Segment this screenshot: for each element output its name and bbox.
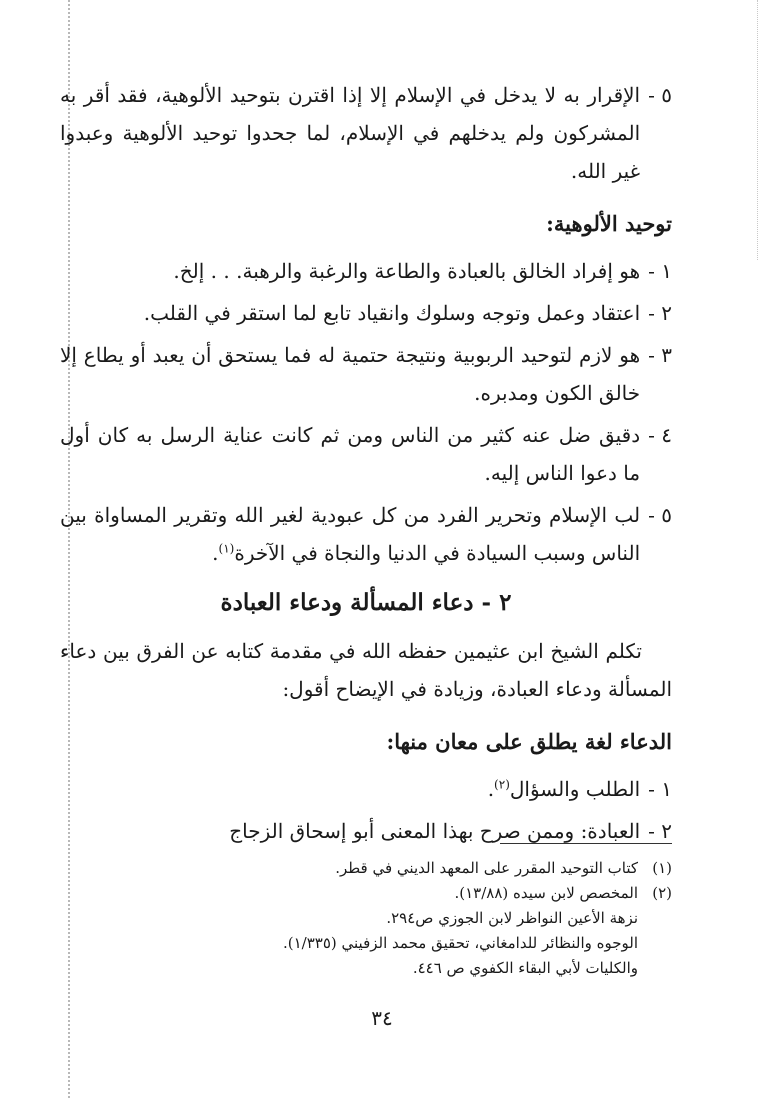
item-number: ١ - <box>648 259 672 283</box>
item-text-tail: . <box>487 777 495 801</box>
footnote-text: والكليات لأبي البقاء الكفوي ص ٤٤٦. <box>412 959 638 977</box>
page-number: ٣٤ <box>371 1006 393 1030</box>
footnote-line <box>200 906 672 931</box>
chapter-heading: ٢ - دعاء المسألة ودعاء العبادة <box>220 589 512 616</box>
footnote-text: المخصص لابن سيده (١٣/٨٨). <box>454 884 638 902</box>
footnote-number: (٢) <box>652 884 672 902</box>
list-item <box>60 294 672 332</box>
item-number: ٤ - <box>648 423 672 447</box>
item-text: دقيق ضل عنه كثير من الناس ومن ثم كانت عناية الرسل به كان أول ما دعوا الناس إليه. <box>60 423 641 485</box>
list-item <box>60 770 672 808</box>
item-text-tail: . <box>212 541 219 565</box>
item-number: ٢ - <box>648 301 672 325</box>
footnote-number: (١) <box>652 859 672 877</box>
item-text: الإقرار به لا يدخل في الإسلام إلا إذا اقترن بتوحيد الألوهية، فقد أقر به المشركون ولم يدخلهم في الإسلام، لما جحدوا توحيد الألوهية وعبدوا غير الله. <box>60 83 641 183</box>
list-item <box>60 496 672 572</box>
item-number: ١ - <box>648 777 672 801</box>
item-number: ٥ - <box>648 503 672 527</box>
list-item <box>60 416 672 492</box>
item-text <box>60 770 640 808</box>
list-item <box>60 252 672 290</box>
item-number: ٢ - <box>648 819 672 843</box>
item-number: ٣ - <box>648 343 672 367</box>
item-text: هو إفراد الخالق بالعبادة والطاعة والرغبة والرهبة. . . إلخ. <box>173 259 641 283</box>
footnote-separator <box>500 843 672 844</box>
item-text-body: لب الإسلام وتحرير الفرد من كل عبودية لغير الله وتقرير المساواة بين الناس وسبب السيادة في الدنيا والنجاة في الآخرة <box>60 503 641 565</box>
footnote-line <box>200 956 672 981</box>
main-text <box>60 76 672 854</box>
footnote-ref[interactable]: (٢) <box>494 777 510 792</box>
item-text: اعتقاد وعمل وتوجه وسلوك وانقياد تابع لما استقر في القلب. <box>143 301 641 325</box>
item-text-body: الطلب والسؤال <box>509 777 641 801</box>
item-text: العبادة: وممن صرح بهذا المعنى أبو إسحاق الزجاج <box>229 819 641 843</box>
list-item <box>60 336 672 412</box>
footnote-ref[interactable]: (١) <box>218 541 235 556</box>
body-paragraph: تكلم الشيخ ابن عثيمين حفظه الله في مقدمة كتابه عن الفرق بين دعاء المسألة ودعاء العبادة، وزيادة في الإيضاح أقول: <box>60 639 672 701</box>
edge-dots <box>757 0 758 260</box>
footnotes <box>200 856 672 981</box>
list-item <box>60 76 672 190</box>
footnote-text: نزهة الأعين النواظر لابن الجوزي ص٢٩٤. <box>386 909 638 927</box>
footnote-text: كتاب التوحيد المقرر على المعهد الديني في قطر. <box>335 859 638 877</box>
footnote-line <box>200 856 672 881</box>
item-text: هو لازم لتوحيد الربوبية ونتيجة حتمية له فما يستحق أن يعبد أو يطاع إلا خالق الكون ومدبره. <box>60 343 641 405</box>
section-heading: توحيد الألوهية: <box>546 211 672 236</box>
item-text <box>60 496 640 572</box>
footnote-line <box>200 931 672 956</box>
list-item <box>60 812 672 850</box>
section-heading: الدعاء لغة يطلق على معان منها: <box>386 729 672 754</box>
item-number: ٥ - <box>648 83 672 107</box>
footnote-text: الوجوه والنظائر للدامغاني، تحقيق محمد الزفيني (١/٣٣٥). <box>283 934 638 952</box>
footnote-line <box>200 881 672 906</box>
